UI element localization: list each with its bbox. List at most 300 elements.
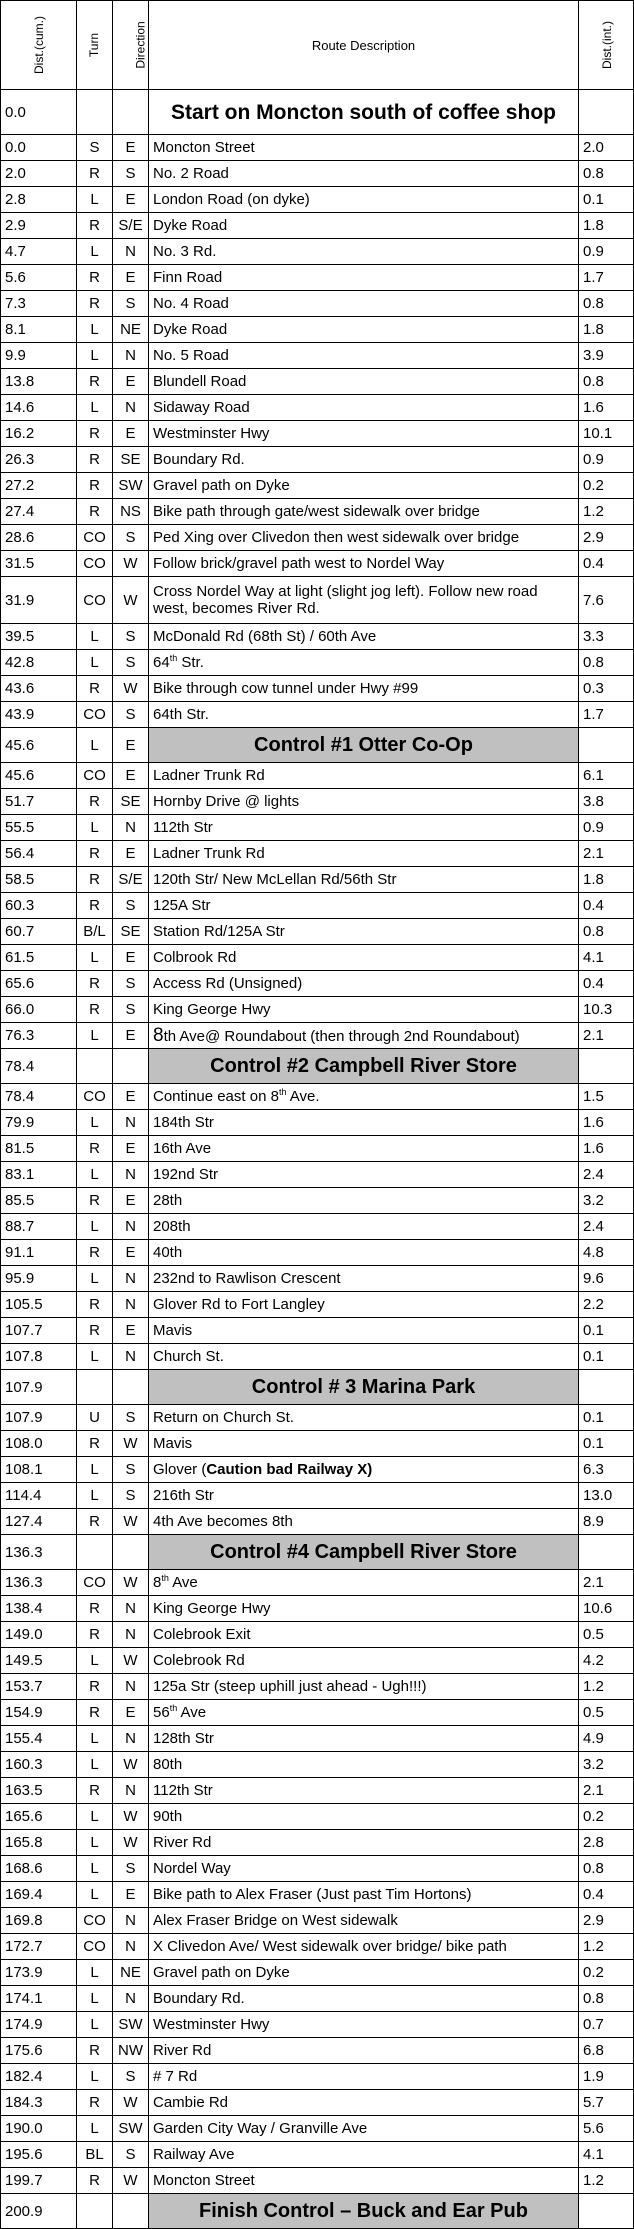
dist-cum: 0.0 [1,90,77,135]
direction: S [113,702,149,728]
desc-text: 8 [153,1574,162,1591]
turn: CO [77,551,113,577]
desc-text: 64 [153,654,170,671]
turn: L [77,1882,113,1908]
table-row [1,650,634,676]
direction: SE [113,919,149,945]
direction: S [113,1457,149,1483]
control-title: Control # 3 Marina Park [149,1370,579,1405]
direction: S [113,997,149,1023]
turn [77,1049,113,1084]
dist-cum: 155.4 [1,1726,77,1752]
dist-cum: 43.9 [1,702,77,728]
turn: R [77,1622,113,1648]
direction: E [113,1023,149,1049]
dist-cum: 9.9 [1,343,77,369]
direction: E [113,945,149,971]
table-row [1,841,634,867]
dist-int: 0.8 [579,1856,634,1882]
dist-int: 2.4 [579,1162,634,1188]
dist-int: 4.8 [579,1240,634,1266]
direction: NW [113,2038,149,2064]
turn: R [77,1778,113,1804]
turn: CO [77,763,113,789]
dist-cum: 149.5 [1,1648,77,1674]
control-title: Finish Control – Buck and Ear Pub [149,2194,579,2229]
turn: R [77,213,113,239]
dist-cum: 78.4 [1,1049,77,1084]
dist-int: 0.2 [579,1804,634,1830]
turn: R [77,997,113,1023]
turn: L [77,343,113,369]
turn [77,1535,113,1570]
dist-cum: 8.1 [1,317,77,343]
route-description: 232nd to Rawlison Crescent [149,1266,579,1292]
direction: E [113,369,149,395]
dist-int: 0.8 [579,650,634,676]
dist-cum: 45.6 [1,728,77,763]
direction: E [113,841,149,867]
direction: W [113,551,149,577]
direction: S [113,525,149,551]
dist-int: 3.2 [579,1188,634,1214]
desc-text: Glover ( [153,1461,207,1478]
table-row [1,1110,634,1136]
table-row [1,624,634,650]
table-row [1,676,634,702]
dist-cum: 76.3 [1,1023,77,1049]
dist-cum: 2.8 [1,187,77,213]
header-direction: Direction [113,1,149,90]
turn: R [77,421,113,447]
control-row [1,2194,634,2229]
dist-cum: 56.4 [1,841,77,867]
route-description: Gravel path on Dyke [149,473,579,499]
direction: SW [113,2116,149,2142]
route-description [149,1570,579,1596]
dist-int: 1.2 [579,499,634,525]
dist-int: 1.2 [579,2168,634,2194]
table-row [1,1882,634,1908]
turn: L [77,728,113,763]
dist-int: 4.2 [579,1648,634,1674]
control-title: Control #1 Otter Co-Op [149,728,579,763]
dist-int: 0.9 [579,447,634,473]
direction: W [113,1752,149,1778]
header-row [1,1,634,90]
table-row [1,499,634,525]
direction: N [113,1162,149,1188]
turn: R [77,1292,113,1318]
direction: W [113,1431,149,1457]
route-description: Bike path to Alex Fraser (Just past Tim Hortons) [149,1882,579,1908]
direction: N [113,1292,149,1318]
route-description: 208th [149,1214,579,1240]
dist-int: 0.1 [579,1405,634,1431]
turn: L [77,1804,113,1830]
route-description: 90th [149,1804,579,1830]
route-description: Mavis [149,1431,579,1457]
table-row [1,1483,634,1509]
route-description [149,1023,579,1049]
turn: R [77,1431,113,1457]
table-row [1,2142,634,2168]
turn: L [77,1960,113,1986]
dist-cum: 58.5 [1,867,77,893]
dist-cum: 91.1 [1,1240,77,1266]
dist-int: 1.2 [579,1934,634,1960]
desc-text: th Ave@ Roundabout (then through 2nd Roundabout) [163,1028,520,1045]
direction: N [113,1934,149,1960]
route-description: 192nd Str [149,1162,579,1188]
dist-int [579,1049,634,1084]
route-description: Westminster Hwy [149,421,579,447]
turn: L [77,1266,113,1292]
dist-cum: 175.6 [1,2038,77,2064]
turn: L [77,2064,113,2090]
table-row [1,369,634,395]
header-turn: Turn [77,1,113,90]
dist-cum: 107.9 [1,1370,77,1405]
turn [77,1370,113,1405]
dist-cum: 199.7 [1,2168,77,2194]
desc-suffix: th [169,1703,178,1713]
route-description: X Clivedon Ave/ West sidewalk over bridge/ bike path [149,1934,579,1960]
direction: N [113,1596,149,1622]
table-row [1,1344,634,1370]
direction: N [113,1674,149,1700]
route-description: No. 2 Road [149,161,579,187]
turn [77,90,113,135]
dist-cum: 78.4 [1,1084,77,1110]
route-description: Station Rd/125A Str [149,919,579,945]
table-row [1,1934,634,1960]
desc-text: Ave. [286,1088,320,1105]
table-row [1,161,634,187]
dist-cum: 65.6 [1,971,77,997]
dist-int: 0.4 [579,971,634,997]
dist-cum: 190.0 [1,2116,77,2142]
dist-int: 4.1 [579,2142,634,2168]
desc-text: Str. [177,654,204,671]
route-description: Follow brick/gravel path west to Nordel Way [149,551,579,577]
dist-int: 0.8 [579,919,634,945]
direction: E [113,187,149,213]
dist-int: 0.9 [579,815,634,841]
table-row [1,213,634,239]
route-description: Glover Rd to Fort Langley [149,1292,579,1318]
route-description [149,650,579,676]
direction: SE [113,789,149,815]
dist-cum: 60.7 [1,919,77,945]
dist-cum: 5.6 [1,265,77,291]
direction: W [113,2168,149,2194]
route-description: Alex Fraser Bridge on West sidewalk [149,1908,579,1934]
route-description [149,1700,579,1726]
dist-cum: 26.3 [1,447,77,473]
direction [113,1370,149,1405]
direction: W [113,1570,149,1596]
dist-int: 2.1 [579,841,634,867]
control-title: Control #4 Campbell River Store [149,1535,579,1570]
dist-cum: 0.0 [1,135,77,161]
table-row [1,1752,634,1778]
dist-cum: 95.9 [1,1266,77,1292]
table-row [1,2064,634,2090]
route-description: 216th Str [149,1483,579,1509]
dist-cum: 43.6 [1,676,77,702]
direction [113,2194,149,2229]
direction: E [113,728,149,763]
dist-int: 1.6 [579,1136,634,1162]
desc-text: 56 [153,1704,170,1721]
route-description: Blundell Road [149,369,579,395]
dist-int: 3.2 [579,1752,634,1778]
direction: SE [113,447,149,473]
dist-int: 1.2 [579,1674,634,1700]
dist-int: 2.9 [579,525,634,551]
direction: W [113,1830,149,1856]
dist-int: 2.1 [579,1570,634,1596]
dist-cum: 182.4 [1,2064,77,2090]
route-description: Gravel path on Dyke [149,1960,579,1986]
turn: R [77,1240,113,1266]
turn: L [77,1457,113,1483]
turn [77,2194,113,2229]
route-description: Westminster Hwy [149,2012,579,2038]
table-row [1,1188,634,1214]
dist-int: 0.1 [579,187,634,213]
direction: E [113,1318,149,1344]
dist-int: 6.1 [579,763,634,789]
direction: W [113,1804,149,1830]
dist-int: 2.1 [579,1023,634,1049]
turn: CO [77,577,113,624]
table-row [1,815,634,841]
direction: E [113,1084,149,1110]
table-row [1,2038,634,2064]
route-description: Access Rd (Unsigned) [149,971,579,997]
direction: N [113,239,149,265]
dist-cum: 149.0 [1,1622,77,1648]
dist-cum: 174.9 [1,2012,77,2038]
turn: R [77,1509,113,1535]
turn: L [77,815,113,841]
turn: CO [77,1908,113,1934]
dist-int: 0.8 [579,291,634,317]
turn: B/L [77,919,113,945]
control-row [1,728,634,763]
desc-text: Ave [168,1574,198,1591]
table-row [1,702,634,728]
direction: S [113,893,149,919]
dist-int: 4.9 [579,1726,634,1752]
dist-int: 2.4 [579,1214,634,1240]
direction: SW [113,473,149,499]
turn: R [77,447,113,473]
turn: L [77,1214,113,1240]
table-row [1,2090,634,2116]
route-description: McDonald Rd (68th St) / 60th Ave [149,624,579,650]
dist-int: 1.7 [579,702,634,728]
dist-cum: 107.8 [1,1344,77,1370]
route-description: 125A Str [149,893,579,919]
dist-cum: 42.8 [1,650,77,676]
dist-cum: 153.7 [1,1674,77,1700]
table-row [1,1240,634,1266]
dist-cum: 60.3 [1,893,77,919]
route-description: Railway Ave [149,2142,579,2168]
route-description: King George Hwy [149,997,579,1023]
desc-suffix: th [169,653,178,663]
direction: N [113,1986,149,2012]
dist-cum: 2.9 [1,213,77,239]
desc-text: Continue east on 8 [153,1088,279,1105]
dist-cum: 27.4 [1,499,77,525]
table-row [1,1778,634,1804]
table-row [1,1266,634,1292]
header-dist-cum: Dist.(cum.) [1,1,77,90]
route-description: Boundary Rd. [149,1986,579,2012]
dist-int: 0.5 [579,1622,634,1648]
turn: L [77,2116,113,2142]
table-row [1,317,634,343]
dist-cum: 85.5 [1,1188,77,1214]
table-row [1,2168,634,2194]
route-description: 184th Str [149,1110,579,1136]
table-row [1,421,634,447]
turn: CO [77,525,113,551]
dist-int: 2.1 [579,1778,634,1804]
route-description: Moncton Street [149,135,579,161]
direction: E [113,1188,149,1214]
route-description: Colebrook Rd [149,1648,579,1674]
dist-cum: 81.5 [1,1136,77,1162]
dist-int [579,90,634,135]
table-row [1,1908,634,1934]
direction: S [113,161,149,187]
dist-int: 13.0 [579,1483,634,1509]
direction: S [113,624,149,650]
dist-int: 10.1 [579,421,634,447]
dist-cum: 83.1 [1,1162,77,1188]
direction: W [113,676,149,702]
turn: L [77,1986,113,2012]
direction: S/E [113,867,149,893]
route-description: 112th Str [149,1778,579,1804]
dist-cum: 154.9 [1,1700,77,1726]
route-description: 80th [149,1752,579,1778]
dist-int: 1.7 [579,265,634,291]
route-description: London Road (on dyke) [149,187,579,213]
direction: S [113,650,149,676]
turn: L [77,1856,113,1882]
control-row [1,1535,634,1570]
dist-int: 4.1 [579,945,634,971]
table-row [1,2012,634,2038]
dist-int: 6.8 [579,2038,634,2064]
dist-int: 7.6 [579,577,634,624]
direction: S [113,291,149,317]
dist-int: 6.3 [579,1457,634,1483]
route-description: 125a Str (steep uphill just ahead - Ugh!!!) [149,1674,579,1700]
route-description: 28th [149,1188,579,1214]
turn: S [77,135,113,161]
direction: S/E [113,213,149,239]
route-description: No. 4 Road [149,291,579,317]
dist-cum: 169.8 [1,1908,77,1934]
dist-cum: 45.6 [1,763,77,789]
turn: U [77,1405,113,1431]
dist-int: 0.9 [579,239,634,265]
direction: N [113,1908,149,1934]
direction: S [113,2142,149,2168]
route-description: Moncton Street [149,2168,579,2194]
dist-int: 0.5 [579,1700,634,1726]
dist-cum: 169.4 [1,1882,77,1908]
direction: N [113,1214,149,1240]
dist-int: 1.5 [579,1084,634,1110]
table-row [1,291,634,317]
dist-cum: 165.8 [1,1830,77,1856]
route-description: Colbrook Rd [149,945,579,971]
dist-int: 1.8 [579,213,634,239]
dist-int: 2.8 [579,1830,634,1856]
turn: L [77,1752,113,1778]
direction: E [113,1700,149,1726]
direction: N [113,395,149,421]
dist-int: 0.7 [579,2012,634,2038]
route-body [1,90,634,2229]
turn: R [77,2168,113,2194]
table-row [1,1648,634,1674]
turn: CO [77,702,113,728]
dist-int: 1.6 [579,1110,634,1136]
turn: L [77,1162,113,1188]
direction: NE [113,317,149,343]
dist-int: 8.9 [579,1509,634,1535]
direction: E [113,421,149,447]
desc-text: Ave [177,1704,207,1721]
route-description: Bike path through gate/west sidewalk over bridge [149,499,579,525]
table-row [1,473,634,499]
route-description: 128th Str [149,1726,579,1752]
dist-int [579,2194,634,2229]
turn: CO [77,1570,113,1596]
dist-int [579,728,634,763]
control-row [1,1370,634,1405]
start-title: Start on Moncton south of coffee shop [149,90,579,135]
table-row [1,187,634,213]
table-row [1,919,634,945]
table-row [1,343,634,369]
table-row [1,1318,634,1344]
direction: N [113,1726,149,1752]
dist-int: 3.3 [579,624,634,650]
route-description: Garden City Way / Granville Ave [149,2116,579,2142]
dist-cum: 108.1 [1,1457,77,1483]
dist-int: 0.1 [579,1318,634,1344]
turn: L [77,1726,113,1752]
route-description: 120th Str/ New McLellan Rd/56th Str [149,867,579,893]
direction: N [113,1344,149,1370]
direction: E [113,1882,149,1908]
route-description: Nordel Way [149,1856,579,1882]
dist-int: 1.8 [579,317,634,343]
direction: W [113,1648,149,1674]
dist-cum: 7.3 [1,291,77,317]
turn: CO [77,1934,113,1960]
